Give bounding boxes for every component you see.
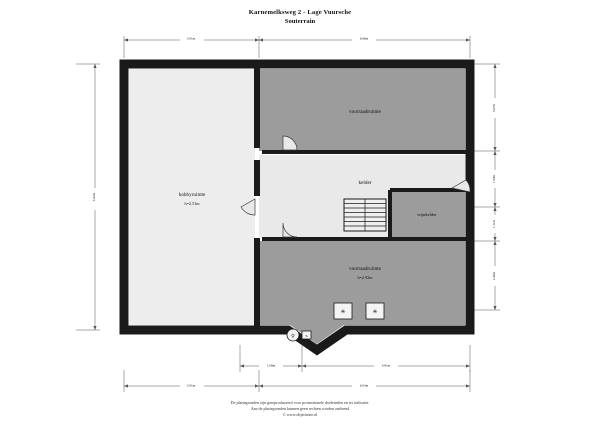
dimension-bottom-inner-left: 1.68m <box>266 363 276 368</box>
page-title: Karnemelksweg 2 - Lage Vuursche <box>248 9 352 16</box>
dimension-bottom-right: 6.63m <box>359 383 369 388</box>
room-area-hobbyruimte: h=2.51m <box>184 201 200 206</box>
svg-text:✳: ✳ <box>340 309 346 316</box>
dimension-right-3: 1.21m <box>492 219 496 229</box>
dimension-group-bottom <box>124 370 470 392</box>
dimension-group-top <box>124 36 470 58</box>
page-subtitle: Souterrain <box>284 18 316 25</box>
room-label-hobbyruimte: hobbyruimte <box>178 192 206 198</box>
dimension-bottom-left: 3.91m <box>186 383 196 388</box>
svg-text:⚲: ⚲ <box>291 334 295 340</box>
dimension-right-4: 2.46m <box>492 271 496 281</box>
room-area-voorraadruimte-onder: h=2.92m <box>357 275 373 280</box>
staircase <box>344 199 386 231</box>
dimension-right-2: 1.98m <box>492 174 496 184</box>
svg-text:✳: ✳ <box>372 309 378 316</box>
footer-line-1: De plattegronden zijn gereproduceerd voor promotionele doeleinden en ter indicatie. <box>230 400 370 405</box>
footer-line-3: © www.objectmee.nl <box>282 412 318 417</box>
dimension-bottom-inner-right: 4.81m <box>381 363 391 368</box>
room-label-voorraadruimte-boven: voorraadruimte <box>349 109 381 115</box>
dimension-right-1: 3.07m <box>492 103 496 113</box>
dimension-left-total: 9.42m <box>92 192 96 202</box>
room-label-voorraadruimte-onder: voorraadruimte <box>349 266 381 272</box>
dimension-top-right: 6.86m <box>359 36 369 41</box>
footer-line-2: Aan de plattegronden kunnen geen rechten worden ontleend <box>250 406 350 411</box>
room-label-wijnkelder: wijnkelder <box>417 212 437 217</box>
dimension-top-left: 3.91m <box>186 36 196 41</box>
svg-text:⌁: ⌁ <box>304 334 309 340</box>
room-label-kelder: kelder <box>358 180 372 186</box>
